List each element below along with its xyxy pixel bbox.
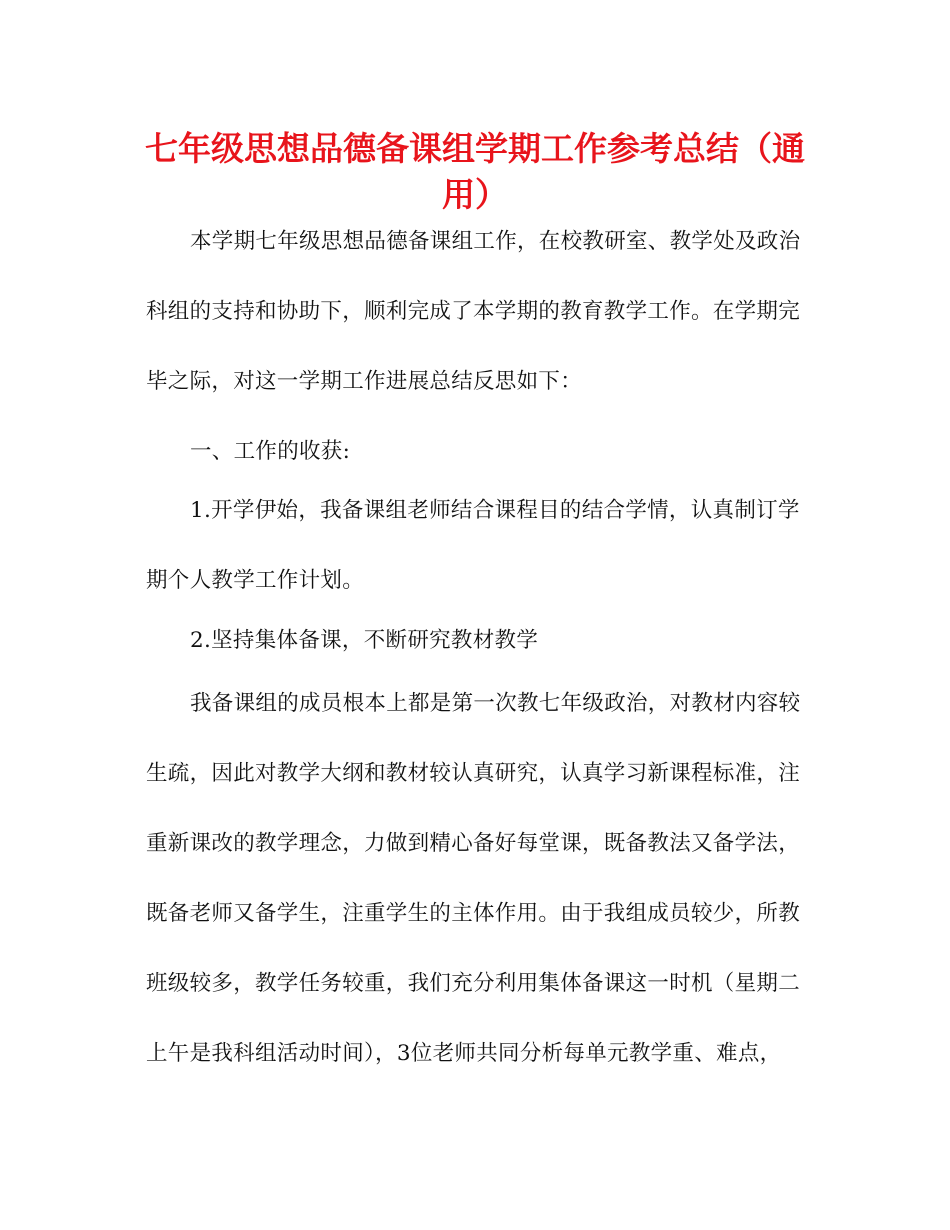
document-title-line-1: 七年级思想品德备课组学期工作参考总结（通: [145, 129, 805, 168]
paragraph-line: 科组的支持和协助下，顺利完成了本学期的教育教学工作。在学期完: [146, 299, 801, 324]
paragraph-line: 1.开学伊始，我备课组老师结合课程目的结合学情，认真制订学: [190, 498, 800, 523]
section-heading: 一、工作的收获:: [190, 439, 351, 464]
paragraph-line: 生疏，因此对教学大纲和教材较认真研究，认真学习新课程标准，注: [146, 761, 801, 786]
paragraph-line: 毕之际，对这一学期工作进展总结反思如下：: [146, 369, 583, 394]
paragraph-line: 本学期七年级思想品德备课组工作，在校教研室、教学处及政治: [190, 229, 801, 254]
paragraph-line: 重新课改的教学理念，力做到精心备好每堂课，既备教法又备学法，: [146, 831, 801, 856]
paragraph-line: 班级较多，教学任务较重，我们充分利用集体备课这一时机（星期二: [146, 971, 801, 996]
paragraph-line: 上午是我科组活动时间），3位老师共同分析每单元教学重、难点，: [146, 1041, 782, 1066]
document-title-line-2: 用）: [442, 175, 508, 214]
paragraph-line: 我备课组的成员根本上都是第一次教七年级政治，对教材内容较: [190, 691, 801, 716]
paragraph-line: 既备老师又备学生，注重学生的主体作用。由于我组成员较少，所教: [146, 901, 801, 926]
subheading-line: 2.坚持集体备课，不断研究教材教学: [190, 628, 539, 653]
paragraph-line: 期个人教学工作计划。: [146, 568, 365, 593]
